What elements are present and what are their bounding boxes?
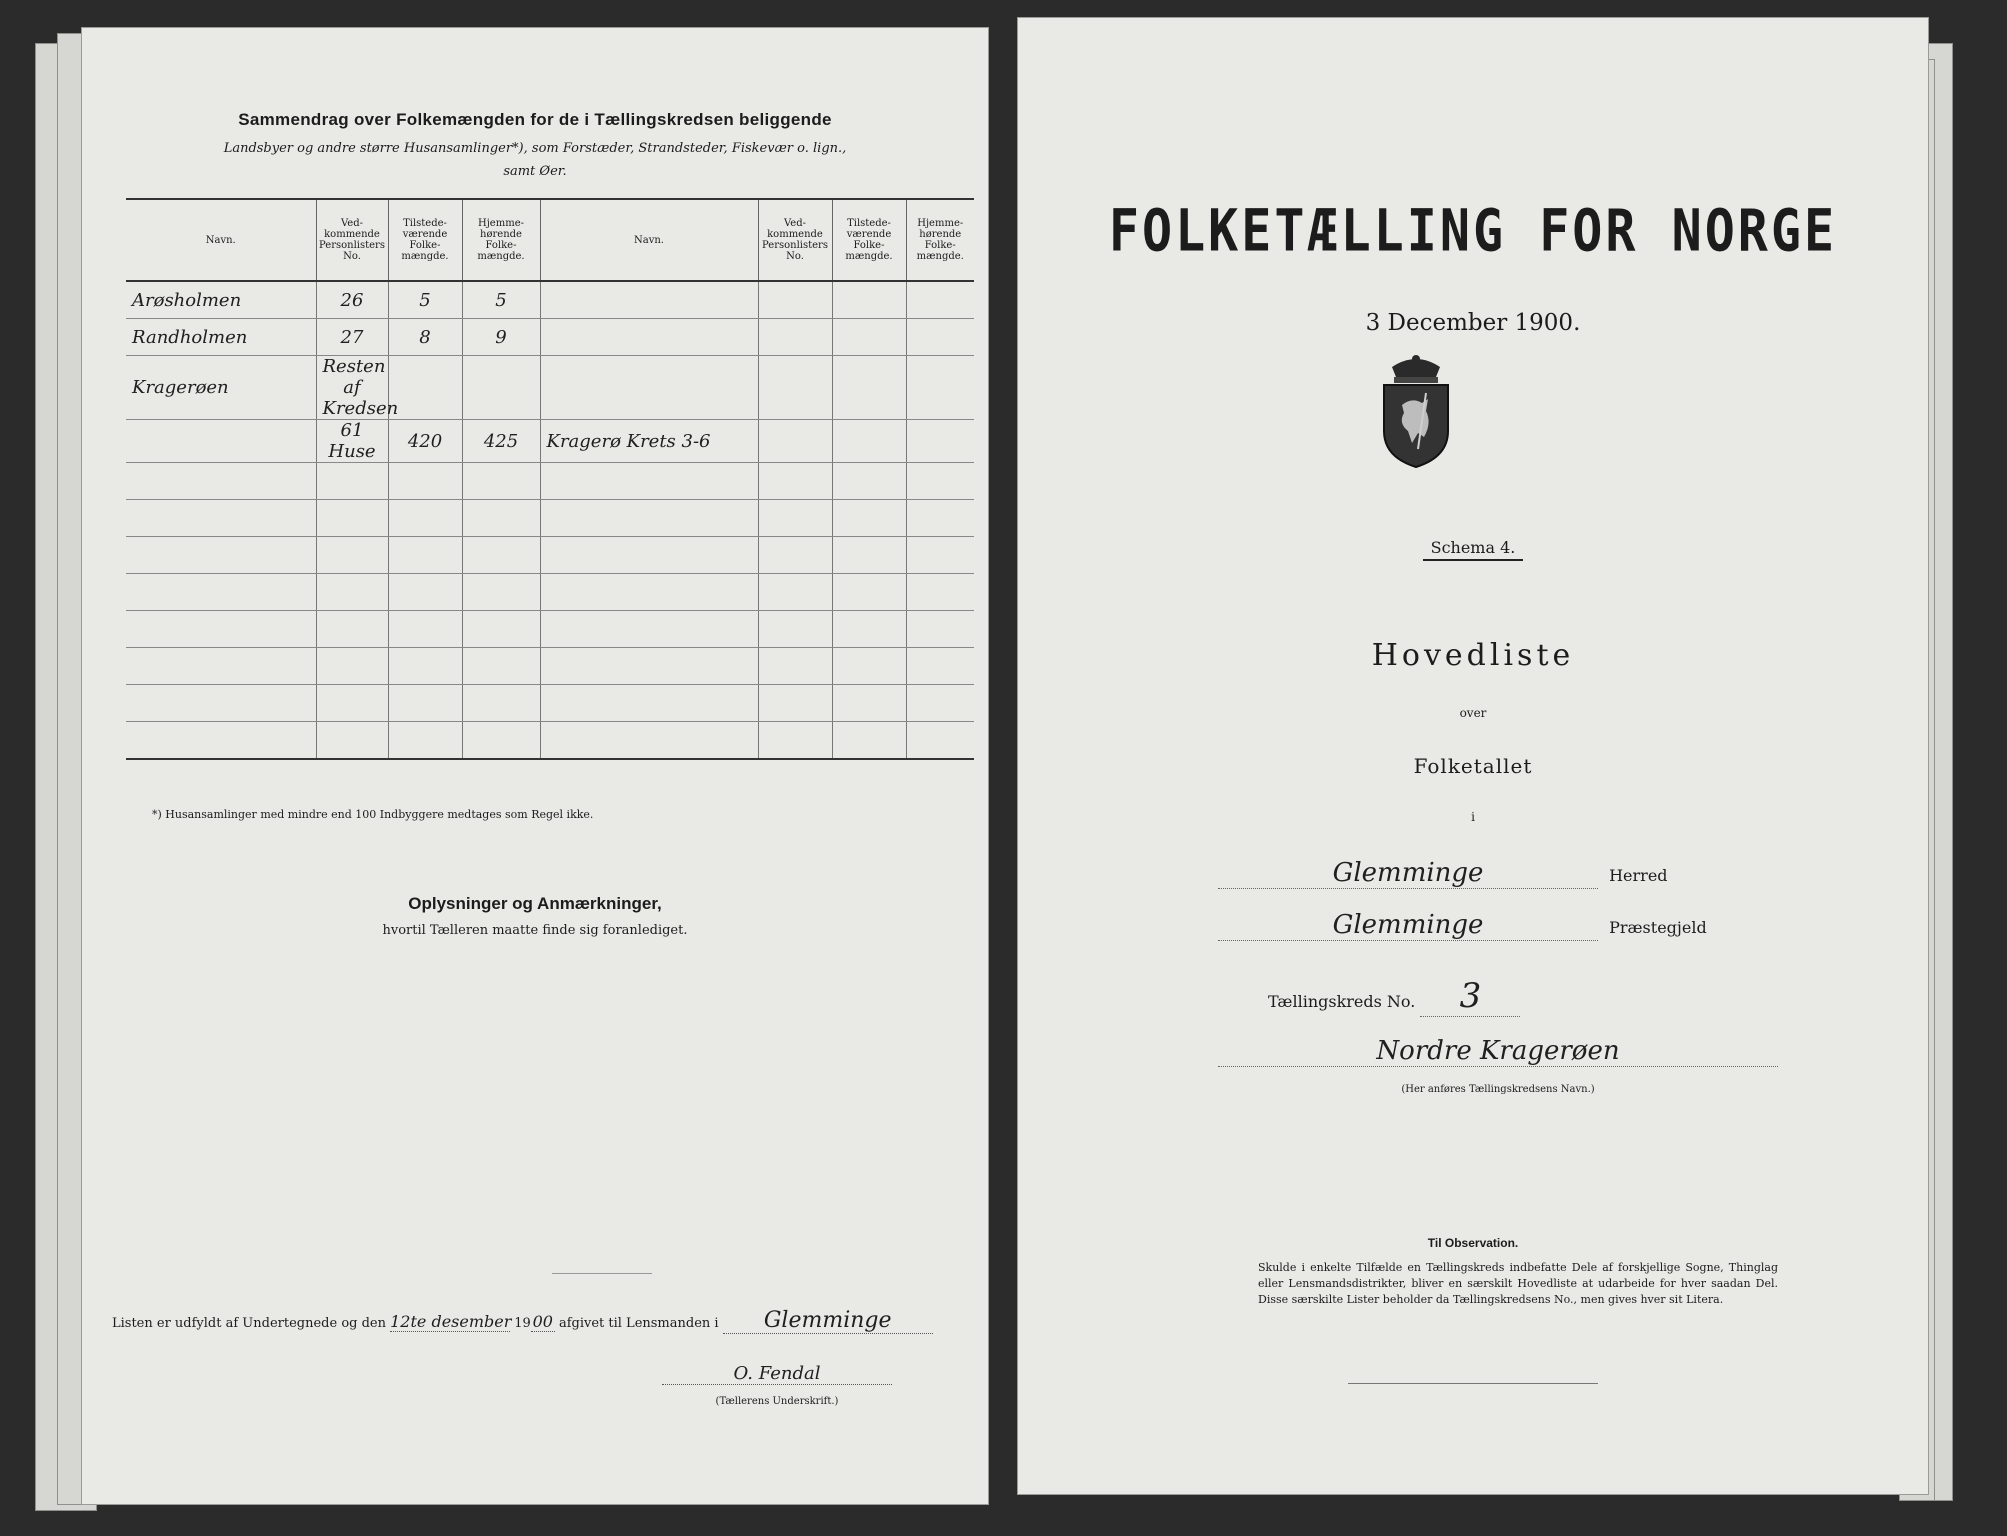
table-cell xyxy=(540,611,758,648)
folketallet-label: Folketallet xyxy=(1413,754,1533,778)
table-row xyxy=(126,722,974,760)
column-header: Navn. xyxy=(126,199,316,281)
signature-label: (Tællerens Underskrift.) xyxy=(715,1396,839,1407)
table-row xyxy=(126,537,974,574)
table-cell xyxy=(388,574,462,611)
table-cell xyxy=(758,611,832,648)
table-row xyxy=(126,356,974,420)
table-cell xyxy=(462,685,540,722)
table-cell: 5 xyxy=(462,281,540,319)
krets-name: Nordre Kragerøen xyxy=(1218,1036,1778,1067)
census-date: 3 December 1900. xyxy=(1365,310,1581,336)
table-cell xyxy=(832,574,906,611)
table-row xyxy=(126,500,974,537)
table-cell: Kragerø Krets 3-6 xyxy=(540,420,758,463)
table-cell xyxy=(126,420,316,463)
schema-label: Schema 4. xyxy=(1018,538,1928,557)
table-cell xyxy=(758,722,832,760)
footnote: *) Husansamlinger med mindre end 100 Indbyggere medtages som Regel ikke. xyxy=(152,808,594,821)
table-cell xyxy=(462,537,540,574)
table-cell xyxy=(832,319,906,356)
table-cell xyxy=(540,537,758,574)
table-cell: Arøsholmen xyxy=(126,281,316,319)
table-cell xyxy=(540,574,758,611)
krets-number: 3 xyxy=(1420,976,1520,1017)
table-cell xyxy=(758,420,832,463)
table-cell xyxy=(540,463,758,500)
table-cell xyxy=(758,500,832,537)
table-cell xyxy=(758,574,832,611)
table-cell xyxy=(540,685,758,722)
table-cell: 420 xyxy=(388,420,462,463)
table-header-row xyxy=(126,199,974,281)
table-cell: 425 xyxy=(462,420,540,463)
table-row xyxy=(126,281,974,319)
table-cell xyxy=(126,685,316,722)
table-cell xyxy=(906,685,974,722)
table-cell xyxy=(388,611,462,648)
summary-subtitle-2: samt Øer. xyxy=(503,164,567,179)
table-row xyxy=(126,611,974,648)
table-cell xyxy=(126,574,316,611)
column-header: Tilstede-værende Folke-mængde. xyxy=(832,199,906,281)
table-cell xyxy=(832,611,906,648)
table-cell xyxy=(388,500,462,537)
over-label: over xyxy=(1459,706,1487,720)
column-header: Tilstede-værende Folke-mængde. xyxy=(388,199,462,281)
table-cell: Resten af Kredsen xyxy=(316,356,388,420)
table-cell xyxy=(540,319,758,356)
table-cell xyxy=(906,463,974,500)
table-cell xyxy=(462,722,540,760)
table-cell xyxy=(758,319,832,356)
left-page xyxy=(82,28,988,1504)
table-cell xyxy=(462,500,540,537)
table-cell xyxy=(540,281,758,319)
column-header: Hjemme-hørende Folke-mængde. xyxy=(462,199,540,281)
table-cell xyxy=(540,648,758,685)
table-cell xyxy=(462,648,540,685)
krets-name-label: (Her anføres Tællingskredsens Navn.) xyxy=(1401,1084,1595,1095)
table-cell xyxy=(462,611,540,648)
table-cell xyxy=(832,420,906,463)
table-cell xyxy=(758,537,832,574)
table-cell: 61 Huse xyxy=(316,420,388,463)
signoff-year: 00 xyxy=(532,1312,553,1331)
table-cell xyxy=(388,537,462,574)
table-cell xyxy=(316,611,388,648)
table-cell xyxy=(126,722,316,760)
table-cell: Randholmen xyxy=(126,319,316,356)
page-title: FOLKETÆLLING FOR NORGE xyxy=(1108,197,1838,265)
table-cell xyxy=(126,648,316,685)
table-cell xyxy=(832,685,906,722)
table-cell xyxy=(316,722,388,760)
table-cell: 5 xyxy=(388,281,462,319)
table-cell xyxy=(126,500,316,537)
table-cell xyxy=(758,648,832,685)
table-cell xyxy=(832,463,906,500)
table-cell xyxy=(388,463,462,500)
table-cell xyxy=(758,685,832,722)
population-summary-table xyxy=(126,198,974,760)
table-cell xyxy=(758,281,832,319)
table-cell xyxy=(126,611,316,648)
table-cell xyxy=(832,281,906,319)
table-cell xyxy=(388,685,462,722)
table-cell xyxy=(126,463,316,500)
table-row xyxy=(126,420,974,463)
remarks-subtitle: hvortil Tælleren maatte finde sig foranlediget. xyxy=(382,923,688,938)
signoff-year-prefix: 19 xyxy=(514,1316,531,1331)
table-row xyxy=(126,319,974,356)
table-cell xyxy=(540,722,758,760)
table-cell xyxy=(832,500,906,537)
table-cell xyxy=(462,356,540,420)
table-row xyxy=(126,685,974,722)
table-cell xyxy=(906,500,974,537)
table-cell xyxy=(758,463,832,500)
table-cell xyxy=(906,648,974,685)
krets-label: Tællingskreds No. xyxy=(1268,992,1416,1011)
table-cell xyxy=(758,356,832,420)
table-cell xyxy=(906,722,974,760)
table-cell xyxy=(126,537,316,574)
table-cell xyxy=(462,463,540,500)
table-cell xyxy=(906,574,974,611)
table-cell xyxy=(832,648,906,685)
table-cell: 9 xyxy=(462,319,540,356)
table-cell xyxy=(540,500,758,537)
table-cell xyxy=(906,420,974,463)
table-cell xyxy=(388,722,462,760)
observation-title: Til Observation. xyxy=(1427,1236,1519,1250)
prestegjeld-value: Glemminge xyxy=(1218,910,1598,941)
column-header: Ved-kommende Personlisters No. xyxy=(758,199,832,281)
table-cell: 26 xyxy=(316,281,388,319)
table-cell xyxy=(316,500,388,537)
i-label: i xyxy=(1471,810,1475,824)
column-header: Navn. xyxy=(540,199,758,281)
table-cell xyxy=(906,319,974,356)
table-cell xyxy=(316,537,388,574)
norway-coat-of-arms-icon xyxy=(1378,353,1454,473)
column-header: Hjemme-hørende Folke-mængde. xyxy=(906,199,974,281)
table-cell xyxy=(832,356,906,420)
signoff-line xyxy=(112,1308,933,1334)
summary-title: Sammendrag over Folkemængden for de i Tællingskredsen beliggende xyxy=(238,110,832,129)
summary-subtitle: Landsbyer og andre større Husansamlinger*), som Forstæder, Strandsteder, Fiskevær o. lign., xyxy=(223,141,847,156)
signoff-text: Listen er udfyldt af Undertegnede og den xyxy=(112,1316,386,1331)
table-cell xyxy=(906,611,974,648)
list-heading: Hovedliste xyxy=(1371,638,1575,673)
table-row xyxy=(126,648,974,685)
table-cell: 8 xyxy=(388,319,462,356)
table-cell xyxy=(906,281,974,319)
remarks-title: Oplysninger og Anmærkninger, xyxy=(408,894,662,913)
signoff-text-2: afgivet til Lensmanden i xyxy=(558,1316,719,1331)
table-cell xyxy=(388,356,462,420)
signoff-date: 12te desember xyxy=(390,1312,512,1331)
prestegjeld-row xyxy=(1218,910,1778,941)
table-cell xyxy=(316,574,388,611)
table-cell xyxy=(832,537,906,574)
column-header: Ved-kommende Personlisters No. xyxy=(316,199,388,281)
herred-label: Herred xyxy=(1609,866,1668,885)
table-cell xyxy=(388,648,462,685)
right-page xyxy=(1018,18,1928,1494)
herred-value: Glemminge xyxy=(1218,858,1598,889)
table-cell xyxy=(316,463,388,500)
table-cell xyxy=(540,356,758,420)
krets-row xyxy=(1268,976,1520,1017)
table-cell xyxy=(906,537,974,574)
signoff-place: Glemminge xyxy=(723,1308,933,1334)
enumerator-signature: O. Fendal xyxy=(662,1363,892,1385)
observation-text: Skulde i enkelte Tilfælde en Tællingskreds indbefatte Dele af forskjellige Sogne, Thinglag eller Lensmandsdistrikter, bliver en særskilt Hovedliste at udarbeide for hver saadan Del. Disse særskilte Lister beholder da Tællingskredsens No., men gives hver sit Litera. xyxy=(1258,1261,1778,1306)
table-cell xyxy=(462,574,540,611)
prestegjeld-label: Præstegjeld xyxy=(1609,918,1707,937)
table-cell xyxy=(832,722,906,760)
table-cell: Kragerøen xyxy=(126,356,316,420)
table-row xyxy=(126,574,974,611)
table-cell xyxy=(316,685,388,722)
divider-line xyxy=(552,1273,652,1274)
table-row xyxy=(126,463,974,500)
table-cell xyxy=(316,648,388,685)
table-cell xyxy=(906,356,974,420)
table-cell: 27 xyxy=(316,319,388,356)
herred-row xyxy=(1218,858,1778,889)
divider-line xyxy=(1348,1383,1598,1384)
